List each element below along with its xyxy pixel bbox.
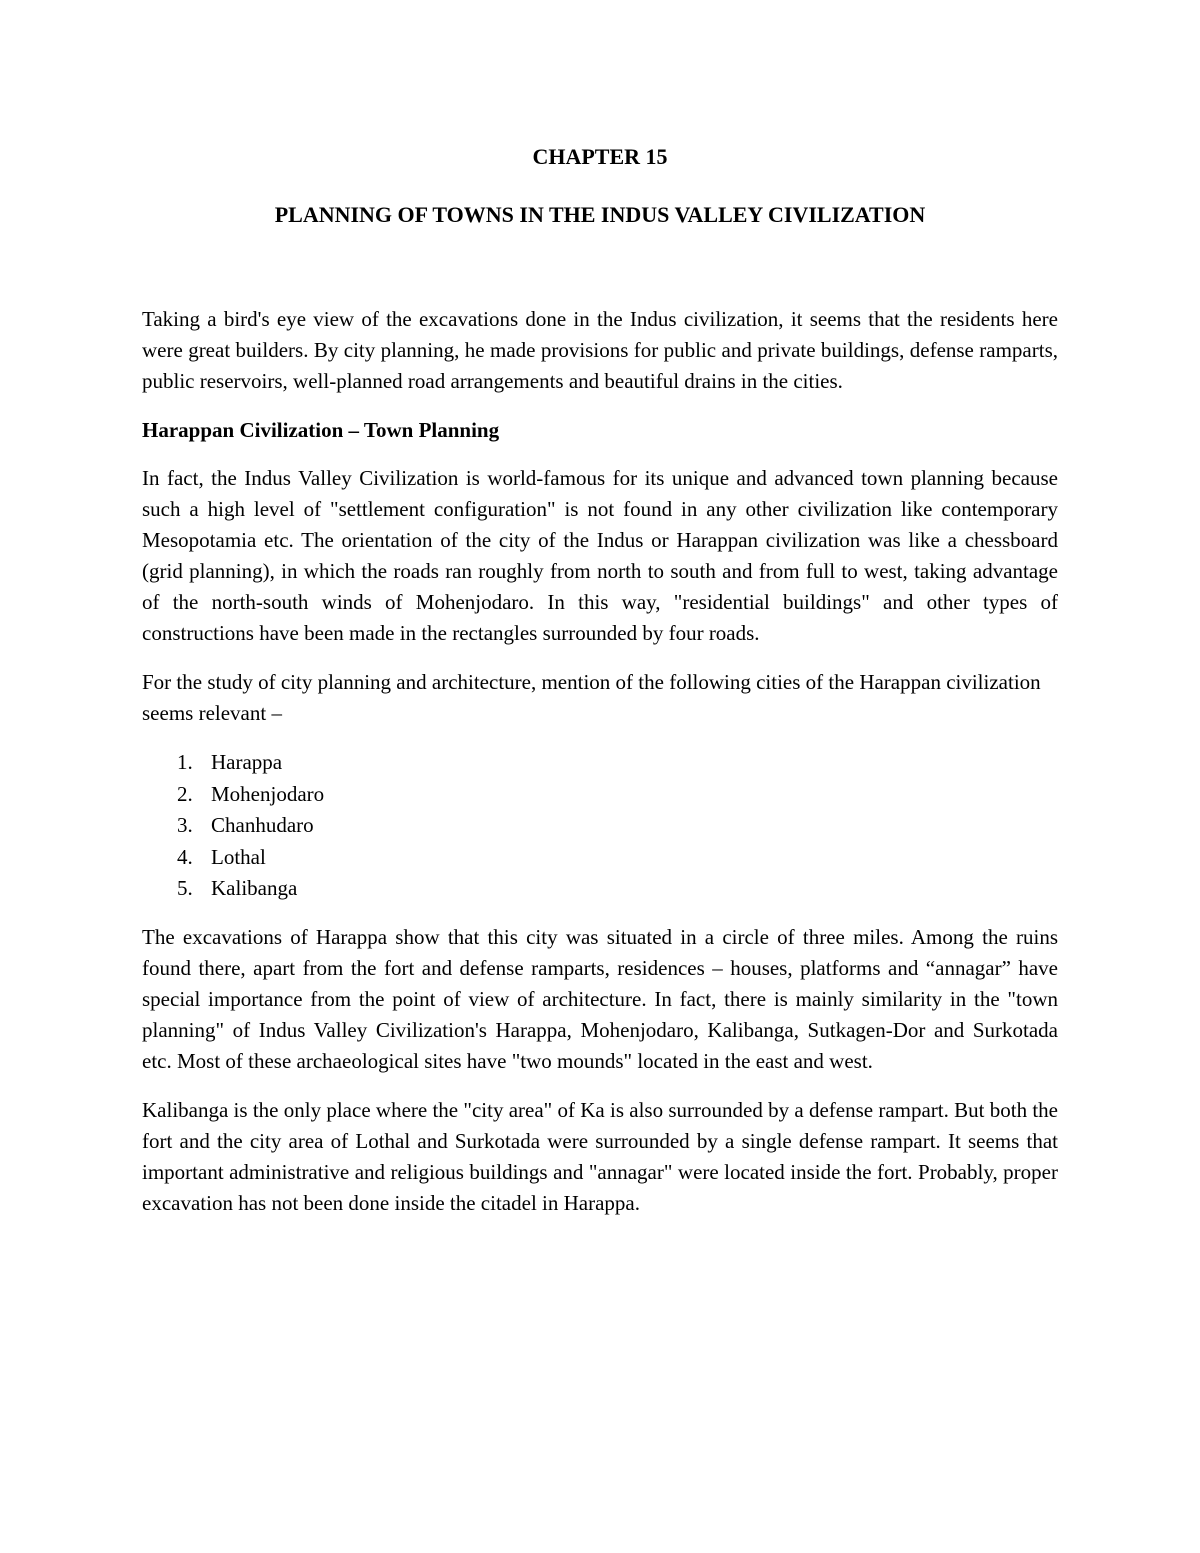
- list-item-label: Mohenjodaro: [211, 781, 325, 806]
- list-item: [142, 810, 1058, 842]
- list-item-label: Harappa: [211, 750, 283, 774]
- list-item: [142, 747, 1058, 779]
- intro-paragraph: Taking a bird's eye view of the excavations done in the Indus civilization, it seems that the residents here were great builders. By city planning, he made provisions for public and private buildings, defense ramparts, public reservoirs, well-planned road arrangements and beautiful drains in the cities.: [142, 307, 1058, 393]
- list-item-number: 2.: [177, 781, 193, 806]
- kalibanga-paragraph: Kalibanga is the only place where the "city area" of Ka is also surrounded by a defense rampart. But both the fort and the city area of Lothal and Surkotada were surrounded by a single defense rampart. It seems that important administrative and religious buildings and "annagar" were located inside the fort. Probably, proper excavation has not been done inside the citadel in Harappa.: [142, 1097, 1058, 1215]
- cities-intro-paragraph: For the study of city planning and architecture, mention of the following cities of the Harappan civilization seems relevant –: [142, 670, 1041, 725]
- town-planning-paragraph: In fact, the Indus Valley Civilization is world-famous for its unique and advanced town planning because such a high level of "settlement configuration" is not found in any other civilization like contemporary Mesopotamia etc. The orientation of the city of the Indus or Harappan civilization was like a chessboard (grid planning), in which the roads ran roughly from north to south and from full to west, taking advantage of the north-south winds of Mohenjodaro. In this way, "residential buildings" and other types of constructions have been made in the rectangles surrounded by four roads.: [142, 466, 1058, 645]
- list-item: [142, 842, 1058, 874]
- harappa-excavation-paragraph: The excavations of Harappa show that this city was situated in a circle of three miles. Among the ruins found there, apart from the fort and defense ramparts, residences – houses, platforms and “annagar” have special importance from the point of view of architecture. In fact, there is mainly similarity in the "town planning" of Indus Valley Civilization's Harappa, Mohenjodaro, Kalibanga, Sutkagen-Dor and Surkotada etc. Most of these archaeological sites have "two mounds" located in the east and west.: [142, 924, 1058, 1073]
- list-item-label: Kalibanga: [211, 876, 298, 900]
- list-item-label: Chanhudaro: [211, 813, 314, 837]
- list-item-number: 5.: [177, 876, 193, 900]
- list-item-number: 1.: [177, 750, 193, 774]
- list-item-number: 4.: [177, 844, 193, 869]
- list-item: [142, 779, 1058, 811]
- cities-list: [142, 747, 1058, 905]
- document-body: [142, 304, 1058, 1237]
- list-item-number: 3.: [177, 813, 193, 837]
- chapter-heading: CHAPTER 15: [532, 144, 668, 169]
- list-item: [142, 873, 1058, 905]
- list-item-label: Lothal: [211, 844, 266, 869]
- page-title: PLANNING OF TOWNS IN THE INDUS VALLEY CIVILIZATION: [274, 202, 926, 227]
- section-heading: Harappan Civilization – Town Planning: [142, 418, 500, 442]
